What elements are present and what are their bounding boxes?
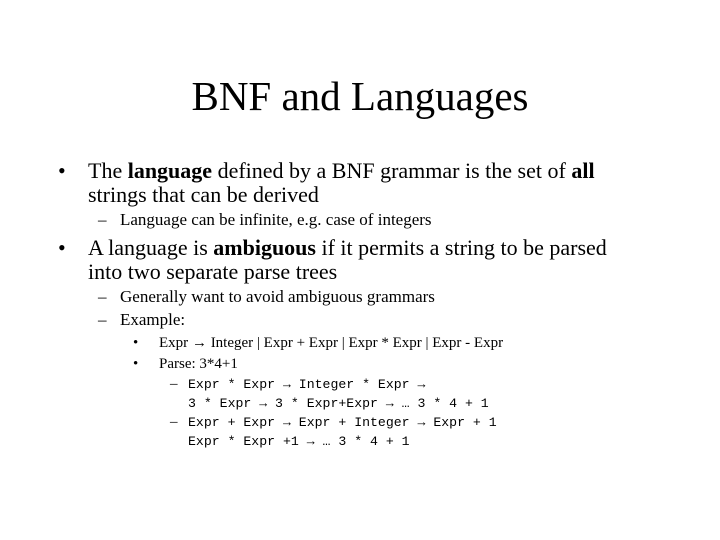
derivation-line: Expr * Expr +1 → … 3 * 4 + 1	[188, 434, 410, 449]
parse-example-text: Parse: 3*4+1	[159, 356, 238, 372]
sub-bullet-avoid-text: Generally want to avoid ambiguous grammars	[120, 287, 435, 306]
bullet1-bold-all: all	[571, 158, 595, 183]
derivation-line: Expr * Expr → Integer * Expr →	[188, 377, 426, 392]
bullet2-line2	[62, 259, 337, 284]
bullet1-pre: The	[88, 158, 128, 183]
bullet1-mid: defined by a BNF grammar is the set of	[212, 158, 572, 183]
dash-marker: –	[98, 210, 107, 229]
bullet2-post: if it permits a string to be parsed	[315, 235, 607, 260]
bullet2-bold-ambiguous: ambiguous	[213, 235, 316, 260]
bullet1-line2	[62, 182, 319, 207]
bullet-ambiguous	[58, 235, 607, 260]
sub-bullet-example	[98, 309, 185, 331]
parse-example	[133, 354, 238, 374]
grammar-lhs: Expr	[159, 335, 192, 351]
bullet1-bold-language: language	[127, 158, 213, 183]
bullet2-line2-text: into two separate parse trees	[88, 259, 338, 284]
arrow-icon: →	[191, 335, 207, 351]
derivation-line: 3 * Expr → 3 * Expr+Expr → … 3 * 4 + 1	[188, 396, 489, 411]
bullet1-line2-text: strings that can be derived	[88, 182, 319, 207]
dash-marker: –	[98, 310, 107, 329]
bullet-marker: •	[133, 335, 139, 351]
sub-bullet-avoid	[98, 286, 435, 308]
grammar-rule	[133, 333, 503, 353]
grammar-rhs: Integer | Expr + Expr | Expr * Expr | Expr - Expr	[206, 335, 504, 351]
derivation-dash: –	[170, 376, 178, 392]
sub-bullet-example-text: Example:	[120, 310, 186, 329]
dash-marker: –	[98, 287, 107, 306]
sub-bullet-infinite	[98, 209, 432, 231]
derivation-line: Expr + Expr → Expr + Integer → Expr + 1	[188, 415, 497, 430]
slide-title: BNF and Languages	[191, 73, 529, 119]
bullet2-pre: A language is	[88, 235, 214, 260]
bullet-marker: •	[133, 356, 139, 372]
bullet-marker: •	[58, 235, 66, 260]
bullet-language-definition	[58, 158, 595, 183]
derivation-dash: –	[170, 414, 178, 430]
bullet-marker: •	[58, 158, 66, 183]
sub-bullet-infinite-text: Language can be infinite, e.g. case of integers	[120, 210, 432, 229]
